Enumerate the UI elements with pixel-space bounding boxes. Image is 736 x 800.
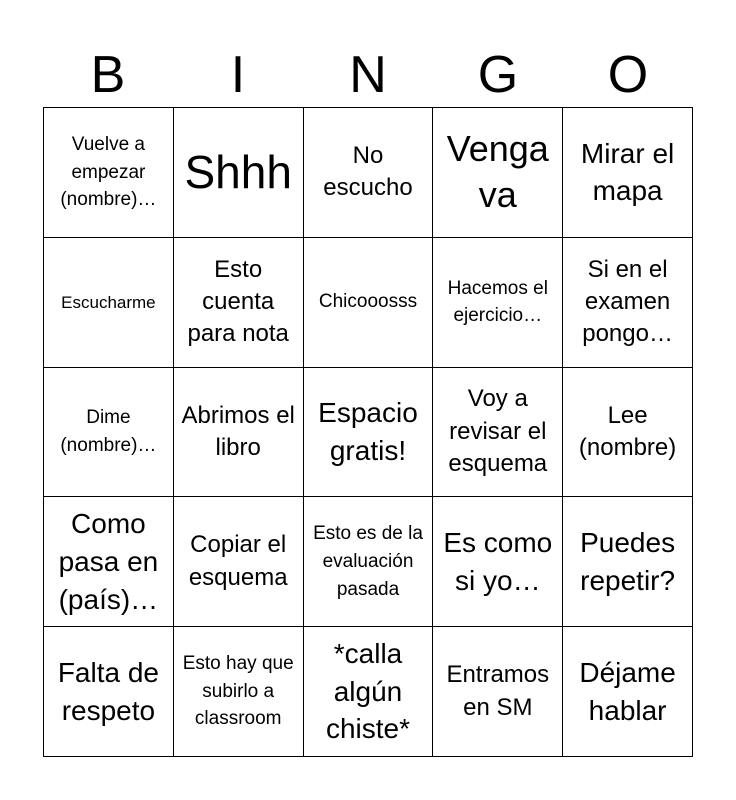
bingo-cell[interactable]: [563, 627, 693, 757]
cell-text: Déjame hablar: [579, 656, 676, 726]
bingo-cell[interactable]: [563, 368, 693, 498]
cell-text: Es como si yo…: [443, 526, 553, 596]
bingo-grid: [43, 107, 693, 757]
bingo-cell[interactable]: [304, 238, 434, 368]
bingo-cell[interactable]: [433, 627, 563, 757]
cell-text: Esto es de la evaluación pasada: [313, 523, 423, 600]
cell-text: Puedes repetir?: [580, 526, 676, 596]
header-letter-o: O: [607, 46, 649, 104]
cell-text: Escucharme: [61, 292, 156, 312]
cell-text: Como pasa en (país)…: [58, 508, 159, 615]
cell-text: Venga va: [446, 127, 549, 216]
bingo-cell[interactable]: [304, 108, 434, 238]
cell-text: Falta de respeto: [57, 656, 159, 726]
bingo-cell[interactable]: [304, 368, 434, 498]
bingo-cell[interactable]: [433, 108, 563, 238]
cell-text: Voy a revisar el esquema: [448, 385, 548, 478]
bingo-cell[interactable]: [174, 238, 304, 368]
cell-text: Shhh: [184, 145, 292, 198]
cell-text: Hacemos el ejercicio…: [447, 277, 548, 327]
bingo-cell[interactable]: [563, 108, 693, 238]
cell-text: Copiar el esquema: [188, 531, 288, 591]
bingo-cell[interactable]: [44, 238, 174, 368]
bingo-cell[interactable]: [44, 108, 174, 238]
bingo-cell[interactable]: [174, 368, 304, 498]
cell-text: Dime (nombre)…: [60, 407, 157, 456]
bingo-cell[interactable]: [174, 108, 304, 238]
bingo-cell[interactable]: [174, 497, 304, 627]
header-letter-n: N: [349, 46, 387, 104]
bingo-cell[interactable]: [304, 497, 434, 627]
header-letter-b: B: [90, 46, 126, 104]
cell-text: No escucho: [323, 142, 413, 202]
bingo-cell[interactable]: [563, 497, 693, 627]
cell-text: *calla algún chiste*: [325, 637, 411, 745]
cell-text: Lee (nombre): [578, 401, 677, 461]
cell-text: Espacio gratis!: [318, 397, 418, 466]
cell-text: Mirar el mapa: [580, 137, 675, 207]
bingo-cell[interactable]: [44, 627, 174, 757]
header-letter-g: G: [477, 46, 519, 104]
bingo-cell[interactable]: [433, 497, 563, 627]
bingo-cell[interactable]: [44, 497, 174, 627]
bingo-header: [43, 44, 693, 106]
cell-text: Chicooosss: [318, 291, 418, 313]
cell-text: Esto hay que subirlo a classroom: [182, 653, 294, 730]
cell-text: Abrimos el libro: [181, 401, 295, 461]
cell-text: Vuelve a empezar (nombre)…: [60, 134, 157, 211]
cell-text: Entramos en SM: [446, 661, 550, 721]
bingo-cell[interactable]: [433, 368, 563, 498]
bingo-cell[interactable]: [304, 627, 434, 757]
cell-text: Si en el examen pongo…: [582, 255, 673, 348]
bingo-cell[interactable]: [433, 238, 563, 368]
bingo-cell[interactable]: [174, 627, 304, 757]
cell-text: Esto cuenta para nota: [187, 255, 289, 348]
bingo-cell[interactable]: [563, 238, 693, 368]
header-letter-i: I: [230, 46, 246, 104]
bingo-cell[interactable]: [44, 368, 174, 498]
